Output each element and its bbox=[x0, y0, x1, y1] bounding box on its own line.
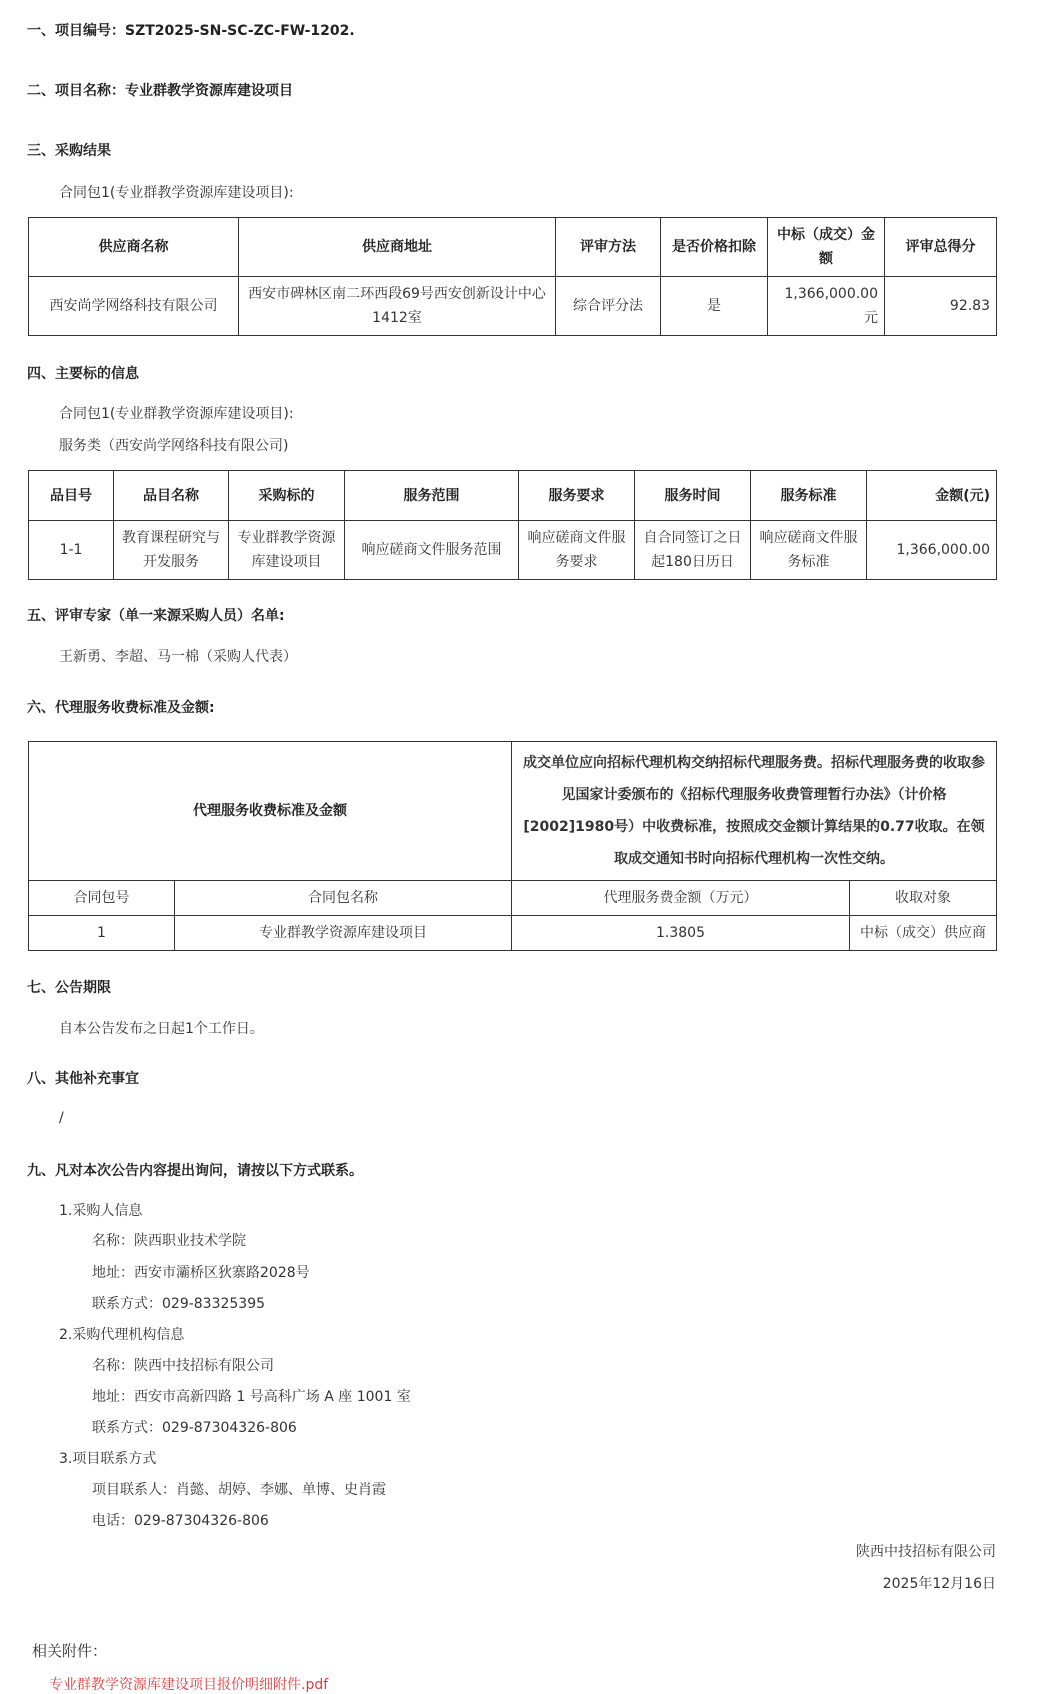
table-cell: 专业群教学资源库建设项目 bbox=[175, 916, 512, 951]
table-cell: 西安尚学网络科技有限公司 bbox=[29, 277, 239, 336]
buyer-address: 地址：西安市灞桥区狄寨路2028号 bbox=[92, 1265, 310, 1281]
package-label: 合同包1(专业群教学资源库建设项目): bbox=[59, 185, 294, 201]
section-heading: 八、其他补充事宜 bbox=[27, 1071, 139, 1087]
table-header: 服务要求 bbox=[519, 471, 635, 521]
notice-period-text: 自本公告发布之日起1个工作日。 bbox=[59, 1021, 264, 1037]
project-number bbox=[27, 20, 355, 40]
table-header: 品目名称 bbox=[114, 471, 229, 521]
attachment-link[interactable]: 专业群教学资源库建设项目报价明细附件.pdf bbox=[49, 1677, 329, 1693]
table-cell: 1 bbox=[29, 916, 175, 951]
project-number-value: SZT2025-SN-SC-ZC-FW-1202. bbox=[125, 23, 355, 39]
table-header: 收取对象 bbox=[850, 881, 997, 916]
table-header: 合同包名称 bbox=[175, 881, 512, 916]
table-header: 服务标准 bbox=[751, 471, 867, 521]
table-header: 采购标的 bbox=[229, 471, 345, 521]
buyer-name: 名称：陕西职业技术学院 bbox=[92, 1233, 246, 1249]
project-name-label: 二、项目名称： bbox=[27, 83, 125, 99]
table-cell: 响应磋商文件服务标准 bbox=[751, 521, 867, 580]
table-cell: 专业群教学资源库建设项目 bbox=[229, 521, 345, 580]
agent-phone: 联系方式：029-87304326-806 bbox=[92, 1420, 297, 1436]
table-header: 是否价格扣除 bbox=[661, 218, 768, 277]
section-heading: 三、采购结果 bbox=[27, 143, 111, 159]
table-cell: 1,366,000.00 bbox=[867, 521, 997, 580]
package-label: 合同包1(专业群教学资源库建设项目): bbox=[59, 406, 294, 422]
table-cell: 1-1 bbox=[29, 521, 114, 580]
main-item-table bbox=[28, 470, 997, 580]
table-header: 代理服务费金额（万元） bbox=[512, 881, 850, 916]
table-cell: 中标（成交）供应商 bbox=[850, 916, 997, 951]
table-header: 品目号 bbox=[29, 471, 114, 521]
project-name-value: 专业群教学资源库建设项目 bbox=[125, 83, 293, 99]
table-cell: 综合评分法 bbox=[556, 277, 661, 336]
table-cell: 1.3805 bbox=[512, 916, 850, 951]
table-header: 合同包号 bbox=[29, 881, 175, 916]
table-cell: 教育课程研究与开发服务 bbox=[114, 521, 229, 580]
category-label: 服务类（西安尚学网络科技有限公司) bbox=[59, 438, 289, 454]
section-heading: 七、公告期限 bbox=[27, 980, 111, 996]
supplement-text: / bbox=[59, 1110, 64, 1126]
fee-standard-description: 成交单位应向招标代理机构交纳招标代理服务费。招标代理服务费的收取参见国家计委颁布的《招标代理服务收费管理暂行办法》（计价格[2002]1980号）中收费标准，按照成交金额计算结果的0.77收取。在领取成交通知书时向招标代理机构一次性交纳。 bbox=[512, 742, 997, 881]
table-header: 金额(元) bbox=[867, 471, 997, 521]
procurement-result-table bbox=[28, 217, 997, 336]
issuer-company: 陕西中技招标有限公司 bbox=[856, 1544, 996, 1560]
table-cell: 响应磋商文件服务要求 bbox=[519, 521, 635, 580]
project-contacts: 项目联系人：肖懿、胡婷、李娜、单博、史肖霞 bbox=[92, 1482, 386, 1498]
project-contact-heading: 3.项目联系方式 bbox=[59, 1451, 157, 1467]
expert-names: 王新勇、李超、马一棉（采购人代表） bbox=[59, 649, 297, 665]
fee-standard-label: 代理服务收费标准及金额 bbox=[29, 742, 512, 881]
table-header: 服务时间 bbox=[635, 471, 751, 521]
agent-address: 地址：西安市高新四路 1 号高科广场 A 座 1001 室 bbox=[92, 1389, 411, 1405]
issue-date: 2025年12月16日 bbox=[882, 1576, 996, 1592]
attachments-label: 相关附件： bbox=[32, 1642, 108, 1660]
table-header: 供应商名称 bbox=[29, 218, 239, 277]
project-phone: 电话：029-87304326-806 bbox=[92, 1513, 269, 1529]
section-heading: 五、评审专家（单一来源采购人员）名单: bbox=[27, 608, 285, 624]
table-header: 供应商地址 bbox=[239, 218, 556, 277]
table-cell: 西安市碑林区南二环西段69号西安创新设计中心1412室 bbox=[239, 277, 556, 336]
table-cell: 响应磋商文件服务范围 bbox=[345, 521, 519, 580]
table-cell: 1,366,000.00元 bbox=[768, 277, 885, 336]
agent-name: 名称：陕西中技招标有限公司 bbox=[92, 1358, 274, 1374]
section-heading: 六、代理服务收费标准及金额: bbox=[27, 700, 215, 716]
table-header: 评审方法 bbox=[556, 218, 661, 277]
table-header: 服务范围 bbox=[345, 471, 519, 521]
agent-heading: 2.采购代理机构信息 bbox=[59, 1327, 185, 1343]
table-header: 评审总得分 bbox=[885, 218, 997, 277]
table-cell: 是 bbox=[661, 277, 768, 336]
table-cell: 92.83 bbox=[885, 277, 997, 336]
buyer-phone: 联系方式：029-83325395 bbox=[92, 1296, 266, 1312]
project-number-label: 一、项目编号： bbox=[27, 23, 125, 39]
section-heading: 九、凡对本次公告内容提出询问，请按以下方式联系。 bbox=[27, 1163, 363, 1179]
table-cell: 自合同签订之日起180日历日 bbox=[635, 521, 751, 580]
section-heading: 四、主要标的信息 bbox=[27, 366, 139, 382]
project-name bbox=[27, 80, 293, 100]
buyer-heading: 1.采购人信息 bbox=[59, 1203, 143, 1219]
table-header: 中标（成交）金额 bbox=[768, 218, 885, 277]
agency-fee-table bbox=[28, 741, 997, 951]
